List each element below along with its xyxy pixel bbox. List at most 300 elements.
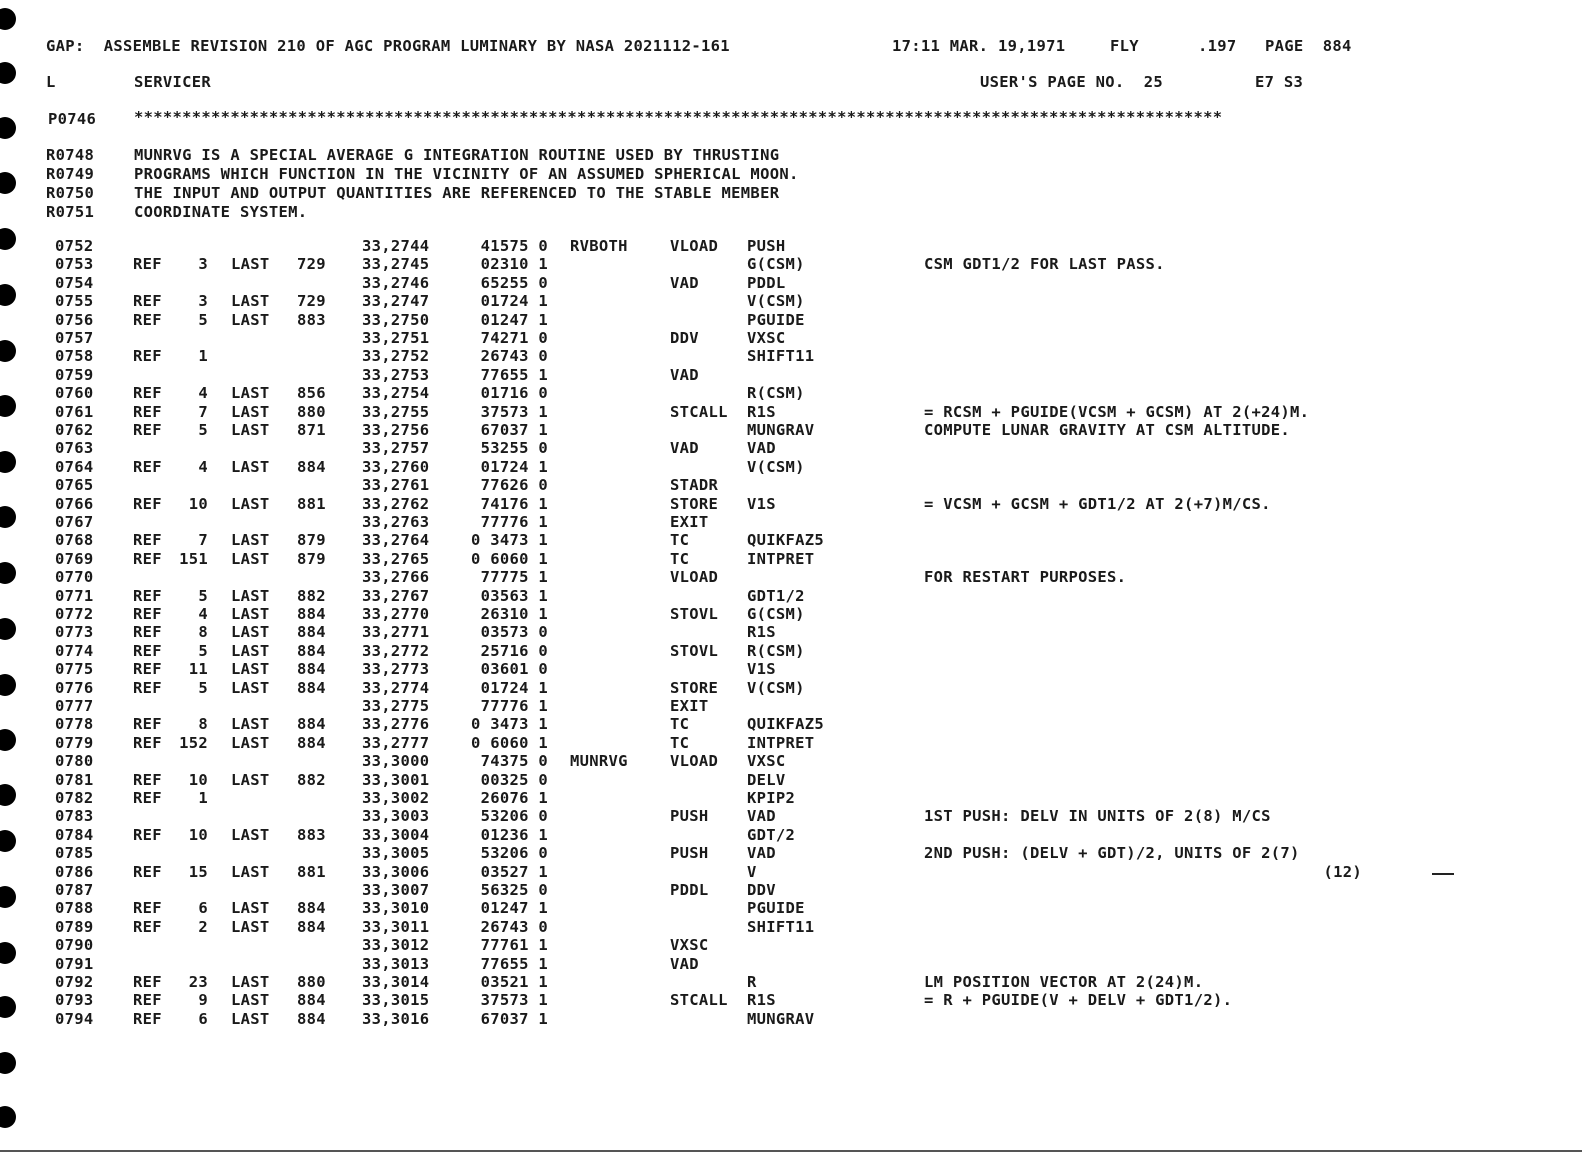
opcode: PUSH [670, 844, 709, 862]
address: 33,2746 [362, 274, 430, 292]
comment: COMPUTE LUNAR GRAVITY AT CSM ALTITUDE. [924, 421, 1291, 439]
address: 33,2775 [362, 697, 430, 715]
last-label: LAST [231, 292, 270, 310]
binder-hole [0, 62, 16, 84]
margin-dash [1432, 873, 1454, 875]
ref-label: REF [133, 660, 162, 678]
binder-hole [0, 451, 16, 473]
last-label: LAST [231, 623, 270, 641]
last-label: LAST [231, 899, 270, 917]
line-number: 0772 [55, 605, 94, 623]
line-number: 0771 [55, 587, 94, 605]
line-number: 0758 [55, 347, 94, 365]
line-number: 0764 [55, 458, 94, 476]
octal-word: 77776 1 [480, 513, 548, 531]
binder-hole [0, 1106, 16, 1128]
line-number: 0790 [55, 936, 94, 954]
operand: GDT1/2 [747, 587, 805, 605]
opcode: VXSC [670, 936, 709, 954]
ref-count: 1 [198, 347, 208, 365]
address: 33,3010 [362, 899, 430, 917]
line-number: 0768 [55, 531, 94, 549]
operand: R(CSM) [747, 642, 805, 660]
operand: INTPRET [747, 550, 815, 568]
octal-word: 77626 0 [480, 476, 548, 494]
last-page: 871 [297, 421, 326, 439]
last-label: LAST [231, 771, 270, 789]
sequence-number: .197 [1198, 37, 1237, 55]
operand: SHIFT11 [747, 347, 815, 365]
operand: G(CSM) [747, 605, 805, 623]
octal-word: 67037 1 [480, 1010, 548, 1028]
address: 33,3006 [362, 863, 430, 881]
ref-count: 11 [188, 660, 208, 678]
opcode: PUSH [670, 807, 709, 825]
address: 33,2765 [362, 550, 430, 568]
address: 33,3014 [362, 973, 430, 991]
octal-word: 0 3473 1 [470, 715, 548, 733]
ref-count: 7 [198, 531, 208, 549]
ref-label: REF [133, 403, 162, 421]
opcode: EXIT [670, 513, 709, 531]
last-page: 884 [297, 623, 326, 641]
opcode: VAD [670, 439, 699, 457]
ref-label: REF [133, 715, 162, 733]
comment: 2ND PUSH: (DELV + GDT)/2, UNITS OF 2(7) [924, 844, 1300, 862]
last-label: LAST [231, 863, 270, 881]
line-number: 0786 [55, 863, 94, 881]
last-page: 879 [297, 531, 326, 549]
timestamp: 17:11 MAR. 19,1971 [892, 37, 1066, 55]
ref-count: 4 [198, 605, 208, 623]
address: 33,3016 [362, 1010, 430, 1028]
star-separator: ***************************************************************************************************************** [134, 108, 1223, 126]
octal-word: 01236 1 [480, 826, 548, 844]
binder-hole [0, 340, 16, 362]
ref-count: 5 [198, 421, 208, 439]
ref-count: 8 [198, 715, 208, 733]
opcode: TC [670, 734, 690, 752]
operand: MUNGRAV [747, 421, 815, 439]
line-number: 0762 [55, 421, 94, 439]
ref-count: 4 [198, 458, 208, 476]
line-number: 0770 [55, 568, 94, 586]
address: 33,2763 [362, 513, 430, 531]
binder-hole [0, 228, 16, 250]
ref-label: REF [133, 255, 162, 273]
ref-label: REF [133, 292, 162, 310]
line-number: 0763 [55, 439, 94, 457]
line-number: 0783 [55, 807, 94, 825]
opcode: VLOAD [670, 568, 719, 586]
octal-word: 26743 0 [480, 918, 548, 936]
opcode: EXIT [670, 697, 709, 715]
operand: V1S [747, 660, 776, 678]
binder-hole [0, 784, 16, 806]
address: 33,2756 [362, 421, 430, 439]
address: 33,3011 [362, 918, 430, 936]
ref-label: REF [133, 311, 162, 329]
binder-hole [0, 284, 16, 306]
last-page: 880 [297, 973, 326, 991]
address: 33,2750 [362, 311, 430, 329]
operand: DDV [747, 881, 776, 899]
address: 33,2770 [362, 605, 430, 623]
octal-word: 74176 1 [480, 495, 548, 513]
line-number: 0756 [55, 311, 94, 329]
last-label: LAST [231, 734, 270, 752]
address: 33,2745 [362, 255, 430, 273]
opcode: STORE [670, 679, 719, 697]
address: 33,3015 [362, 991, 430, 1009]
ref-count: 5 [198, 587, 208, 605]
last-label: LAST [231, 495, 270, 513]
operand: INTPRET [747, 734, 815, 752]
operand: VAD [747, 807, 776, 825]
operand: V(CSM) [747, 458, 805, 476]
opcode: TC [670, 715, 690, 733]
last-label: LAST [231, 826, 270, 844]
last-page: 880 [297, 403, 326, 421]
ref-label: REF [133, 531, 162, 549]
remark-id: R0750 [46, 184, 95, 202]
last-label: LAST [231, 550, 270, 568]
line-number: 0784 [55, 826, 94, 844]
line-number: 0788 [55, 899, 94, 917]
last-page: 729 [297, 292, 326, 310]
address: 33,2776 [362, 715, 430, 733]
line-number: 0777 [55, 697, 94, 715]
last-page: 884 [297, 679, 326, 697]
ref-label: REF [133, 734, 162, 752]
last-page: 856 [297, 384, 326, 402]
line-number: 0789 [55, 918, 94, 936]
l-marker: L [46, 73, 56, 91]
last-page: 882 [297, 587, 326, 605]
line-number: 0760 [55, 384, 94, 402]
last-page: 884 [297, 899, 326, 917]
address: 33,2771 [362, 623, 430, 641]
binder-hole [0, 506, 16, 528]
ref-label: REF [133, 863, 162, 881]
address: 33,2766 [362, 568, 430, 586]
octal-word: 03527 1 [480, 863, 548, 881]
opcode: VLOAD [670, 237, 719, 255]
last-label: LAST [231, 918, 270, 936]
remark-id: R0748 [46, 146, 95, 164]
opcode: STORE [670, 495, 719, 513]
binder-hole [0, 172, 16, 194]
opcode: PDDL [670, 881, 709, 899]
octal-word: 65255 0 [480, 274, 548, 292]
ref-label: REF [133, 550, 162, 568]
octal-word: 53255 0 [480, 439, 548, 457]
ref-label: REF [133, 899, 162, 917]
octal-word: 41575 0 [480, 237, 548, 255]
octal-word: 01724 1 [480, 292, 548, 310]
last-page: 883 [297, 311, 326, 329]
ref-count: 6 [198, 899, 208, 917]
operand: MUNGRAV [747, 1010, 815, 1028]
ref-label: REF [133, 384, 162, 402]
octal-word: 0 3473 1 [470, 531, 548, 549]
line-number: 0778 [55, 715, 94, 733]
last-label: LAST [231, 458, 270, 476]
last-page: 879 [297, 550, 326, 568]
address: 33,3013 [362, 955, 430, 973]
address: 33,2754 [362, 384, 430, 402]
last-page: 884 [297, 1010, 326, 1028]
last-label: LAST [231, 255, 270, 273]
remark-id: R0749 [46, 165, 95, 183]
ref-label: REF [133, 918, 162, 936]
opcode: STADR [670, 476, 719, 494]
operand: V1S [747, 495, 776, 513]
opcode: STCALL [670, 991, 728, 1009]
opcode: TC [670, 550, 690, 568]
ref-count: 6 [198, 1010, 208, 1028]
octal-word: 01716 0 [480, 384, 548, 402]
bottom-rule [0, 1150, 1582, 1152]
operand: G(CSM) [747, 255, 805, 273]
octal-word: 26743 0 [480, 347, 548, 365]
address: 33,3012 [362, 936, 430, 954]
line-number: 0755 [55, 292, 94, 310]
address: 33,2761 [362, 476, 430, 494]
octal-word: 01724 1 [480, 458, 548, 476]
comment: = R + PGUIDE(V + DELV + GDT1/2). [924, 991, 1233, 1009]
line-number: 0766 [55, 495, 94, 513]
binder-hole [0, 674, 16, 696]
comment: (12) [1323, 863, 1362, 881]
address: 33,2755 [362, 403, 430, 421]
operand: QUIKFAZ5 [747, 715, 825, 733]
ref-label: REF [133, 973, 162, 991]
user-page-number: USER'S PAGE NO. 25 [980, 73, 1164, 91]
ref-count: 5 [198, 642, 208, 660]
ref-label: REF [133, 587, 162, 605]
line-number: 0775 [55, 660, 94, 678]
octal-word: 77776 1 [480, 697, 548, 715]
line-number: 0776 [55, 679, 94, 697]
ref-count: 8 [198, 623, 208, 641]
octal-word: 03563 1 [480, 587, 548, 605]
last-label: LAST [231, 605, 270, 623]
ref-count: 10 [188, 495, 208, 513]
line-number: 0774 [55, 642, 94, 660]
last-label: LAST [231, 660, 270, 678]
line-number: 0779 [55, 734, 94, 752]
comment: CSM GDT1/2 FOR LAST PASS. [924, 255, 1165, 273]
octal-word: 74375 0 [480, 752, 548, 770]
opcode: VLOAD [670, 752, 719, 770]
last-page: 884 [297, 715, 326, 733]
octal-word: 01247 1 [480, 899, 548, 917]
octal-word: 56325 0 [480, 881, 548, 899]
binder-hole [0, 8, 16, 30]
ref-label: REF [133, 605, 162, 623]
ref-count: 3 [198, 292, 208, 310]
symbol-label: MUNRVG [570, 752, 628, 770]
remark-text: COORDINATE SYSTEM. [134, 203, 308, 221]
comment: = RCSM + PGUIDE(VCSM + GCSM) AT 2(+24)M. [924, 403, 1310, 421]
remark-text: PROGRAMS WHICH FUNCTION IN THE VICINITY OF AN ASSUMED SPHERICAL MOON. [134, 165, 799, 183]
line-number: 0794 [55, 1010, 94, 1028]
ref-count: 151 [179, 550, 208, 568]
line-number: 0780 [55, 752, 94, 770]
opcode: VAD [670, 366, 699, 384]
binder-hole [0, 942, 16, 964]
last-page: 884 [297, 605, 326, 623]
address: 33,3000 [362, 752, 430, 770]
ref-label: REF [133, 347, 162, 365]
last-page: 883 [297, 826, 326, 844]
line-number: 0761 [55, 403, 94, 421]
last-page: 881 [297, 863, 326, 881]
comment: = VCSM + GCSM + GDT1/2 AT 2(+7)M/CS. [924, 495, 1271, 513]
opcode: STCALL [670, 403, 728, 421]
binder-hole [0, 830, 16, 852]
address: 33,2757 [362, 439, 430, 457]
ref-count: 10 [188, 826, 208, 844]
remark-text: MUNRVG IS A SPECIAL AVERAGE G INTEGRATION ROUTINE USED BY THRUSTING [134, 146, 780, 164]
line-number: 0773 [55, 623, 94, 641]
operand: V [747, 863, 757, 881]
octal-word: 53206 0 [480, 807, 548, 825]
address: 33,2752 [362, 347, 430, 365]
section-title: SERVICER [134, 73, 212, 91]
ref-count: 3 [198, 255, 208, 273]
separator-id: P0746 [48, 110, 97, 128]
assembly-header: GAP: ASSEMBLE REVISION 210 OF AGC PROGRAM LUMINARY BY NASA 2021112-161 [46, 37, 730, 55]
ref-label: REF [133, 642, 162, 660]
ref-count: 1 [198, 789, 208, 807]
last-page: 884 [297, 918, 326, 936]
line-number: 0781 [55, 771, 94, 789]
octal-word: 77655 1 [480, 955, 548, 973]
ref-label: REF [133, 623, 162, 641]
last-label: LAST [231, 531, 270, 549]
octal-word: 03601 0 [480, 660, 548, 678]
ref-label: REF [133, 458, 162, 476]
operand: DELV [747, 771, 786, 789]
operand: GDT/2 [747, 826, 796, 844]
octal-word: 26076 1 [480, 789, 548, 807]
line-number: 0785 [55, 844, 94, 862]
binder-hole [0, 562, 16, 584]
opcode: STOVL [670, 642, 719, 660]
ref-label: REF [133, 771, 162, 789]
operand: V(CSM) [747, 679, 805, 697]
line-number: 0769 [55, 550, 94, 568]
ref-label: REF [133, 421, 162, 439]
last-label: LAST [231, 587, 270, 605]
operand: R1S [747, 403, 776, 421]
ref-count: 10 [188, 771, 208, 789]
address: 33,2747 [362, 292, 430, 310]
octal-word: 77775 1 [480, 568, 548, 586]
last-page: 884 [297, 642, 326, 660]
address: 33,2773 [362, 660, 430, 678]
operand: PUSH [747, 237, 786, 255]
ref-count: 7 [198, 403, 208, 421]
last-label: LAST [231, 403, 270, 421]
operand: PDDL [747, 274, 786, 292]
last-label: LAST [231, 679, 270, 697]
octal-word: 37573 1 [480, 991, 548, 1009]
operand: VAD [747, 439, 776, 457]
remark-text: THE INPUT AND OUTPUT QUANTITIES ARE REFERENCED TO THE STABLE MEMBER [134, 184, 780, 202]
line-number: 0754 [55, 274, 94, 292]
octal-word: 77761 1 [480, 936, 548, 954]
address: 33,2774 [362, 679, 430, 697]
ref-label: REF [133, 495, 162, 513]
operand: PGUIDE [747, 311, 805, 329]
address: 33,2762 [362, 495, 430, 513]
address: 33,2751 [362, 329, 430, 347]
address: 33,3003 [362, 807, 430, 825]
address: 33,2772 [362, 642, 430, 660]
last-page: 884 [297, 991, 326, 1009]
ref-count: 152 [179, 734, 208, 752]
address: 33,2767 [362, 587, 430, 605]
operand: PGUIDE [747, 899, 805, 917]
octal-word: 00325 0 [480, 771, 548, 789]
line-number: 0753 [55, 255, 94, 273]
last-label: LAST [231, 642, 270, 660]
line-number: 0752 [55, 237, 94, 255]
octal-word: 03573 0 [480, 623, 548, 641]
octal-word: 0 6060 1 [470, 550, 548, 568]
operand: R1S [747, 623, 776, 641]
address: 33,2753 [362, 366, 430, 384]
address: 33,2744 [362, 237, 430, 255]
line-number: 0787 [55, 881, 94, 899]
last-label: LAST [231, 991, 270, 1009]
octal-word: 02310 1 [480, 255, 548, 273]
last-page: 884 [297, 458, 326, 476]
ref-count: 2 [198, 918, 208, 936]
operand: R(CSM) [747, 384, 805, 402]
last-page: 729 [297, 255, 326, 273]
last-page: 882 [297, 771, 326, 789]
opcode: DDV [670, 329, 699, 347]
ref-count: 5 [198, 679, 208, 697]
last-page: 884 [297, 734, 326, 752]
operand: QUIKFAZ5 [747, 531, 825, 549]
octal-word: 67037 1 [480, 421, 548, 439]
address: 33,3001 [362, 771, 430, 789]
binder-holes [0, 0, 20, 1167]
ref-count: 23 [188, 973, 208, 991]
comment: FOR RESTART PURPOSES. [924, 568, 1127, 586]
octal-word: 74271 0 [480, 329, 548, 347]
binder-hole [0, 117, 16, 139]
opcode: VAD [670, 274, 699, 292]
line-number: 0767 [55, 513, 94, 531]
octal-word: 77655 1 [480, 366, 548, 384]
last-label: LAST [231, 311, 270, 329]
section-code: E7 S3 [1255, 73, 1304, 91]
fly-label: FLY [1110, 37, 1139, 55]
remark-id: R0751 [46, 203, 95, 221]
symbol-label: RVBOTH [570, 237, 628, 255]
line-number: 0765 [55, 476, 94, 494]
ref-label: REF [133, 1010, 162, 1028]
line-number: 0759 [55, 366, 94, 384]
binder-hole [0, 618, 16, 640]
binder-hole [0, 395, 16, 417]
